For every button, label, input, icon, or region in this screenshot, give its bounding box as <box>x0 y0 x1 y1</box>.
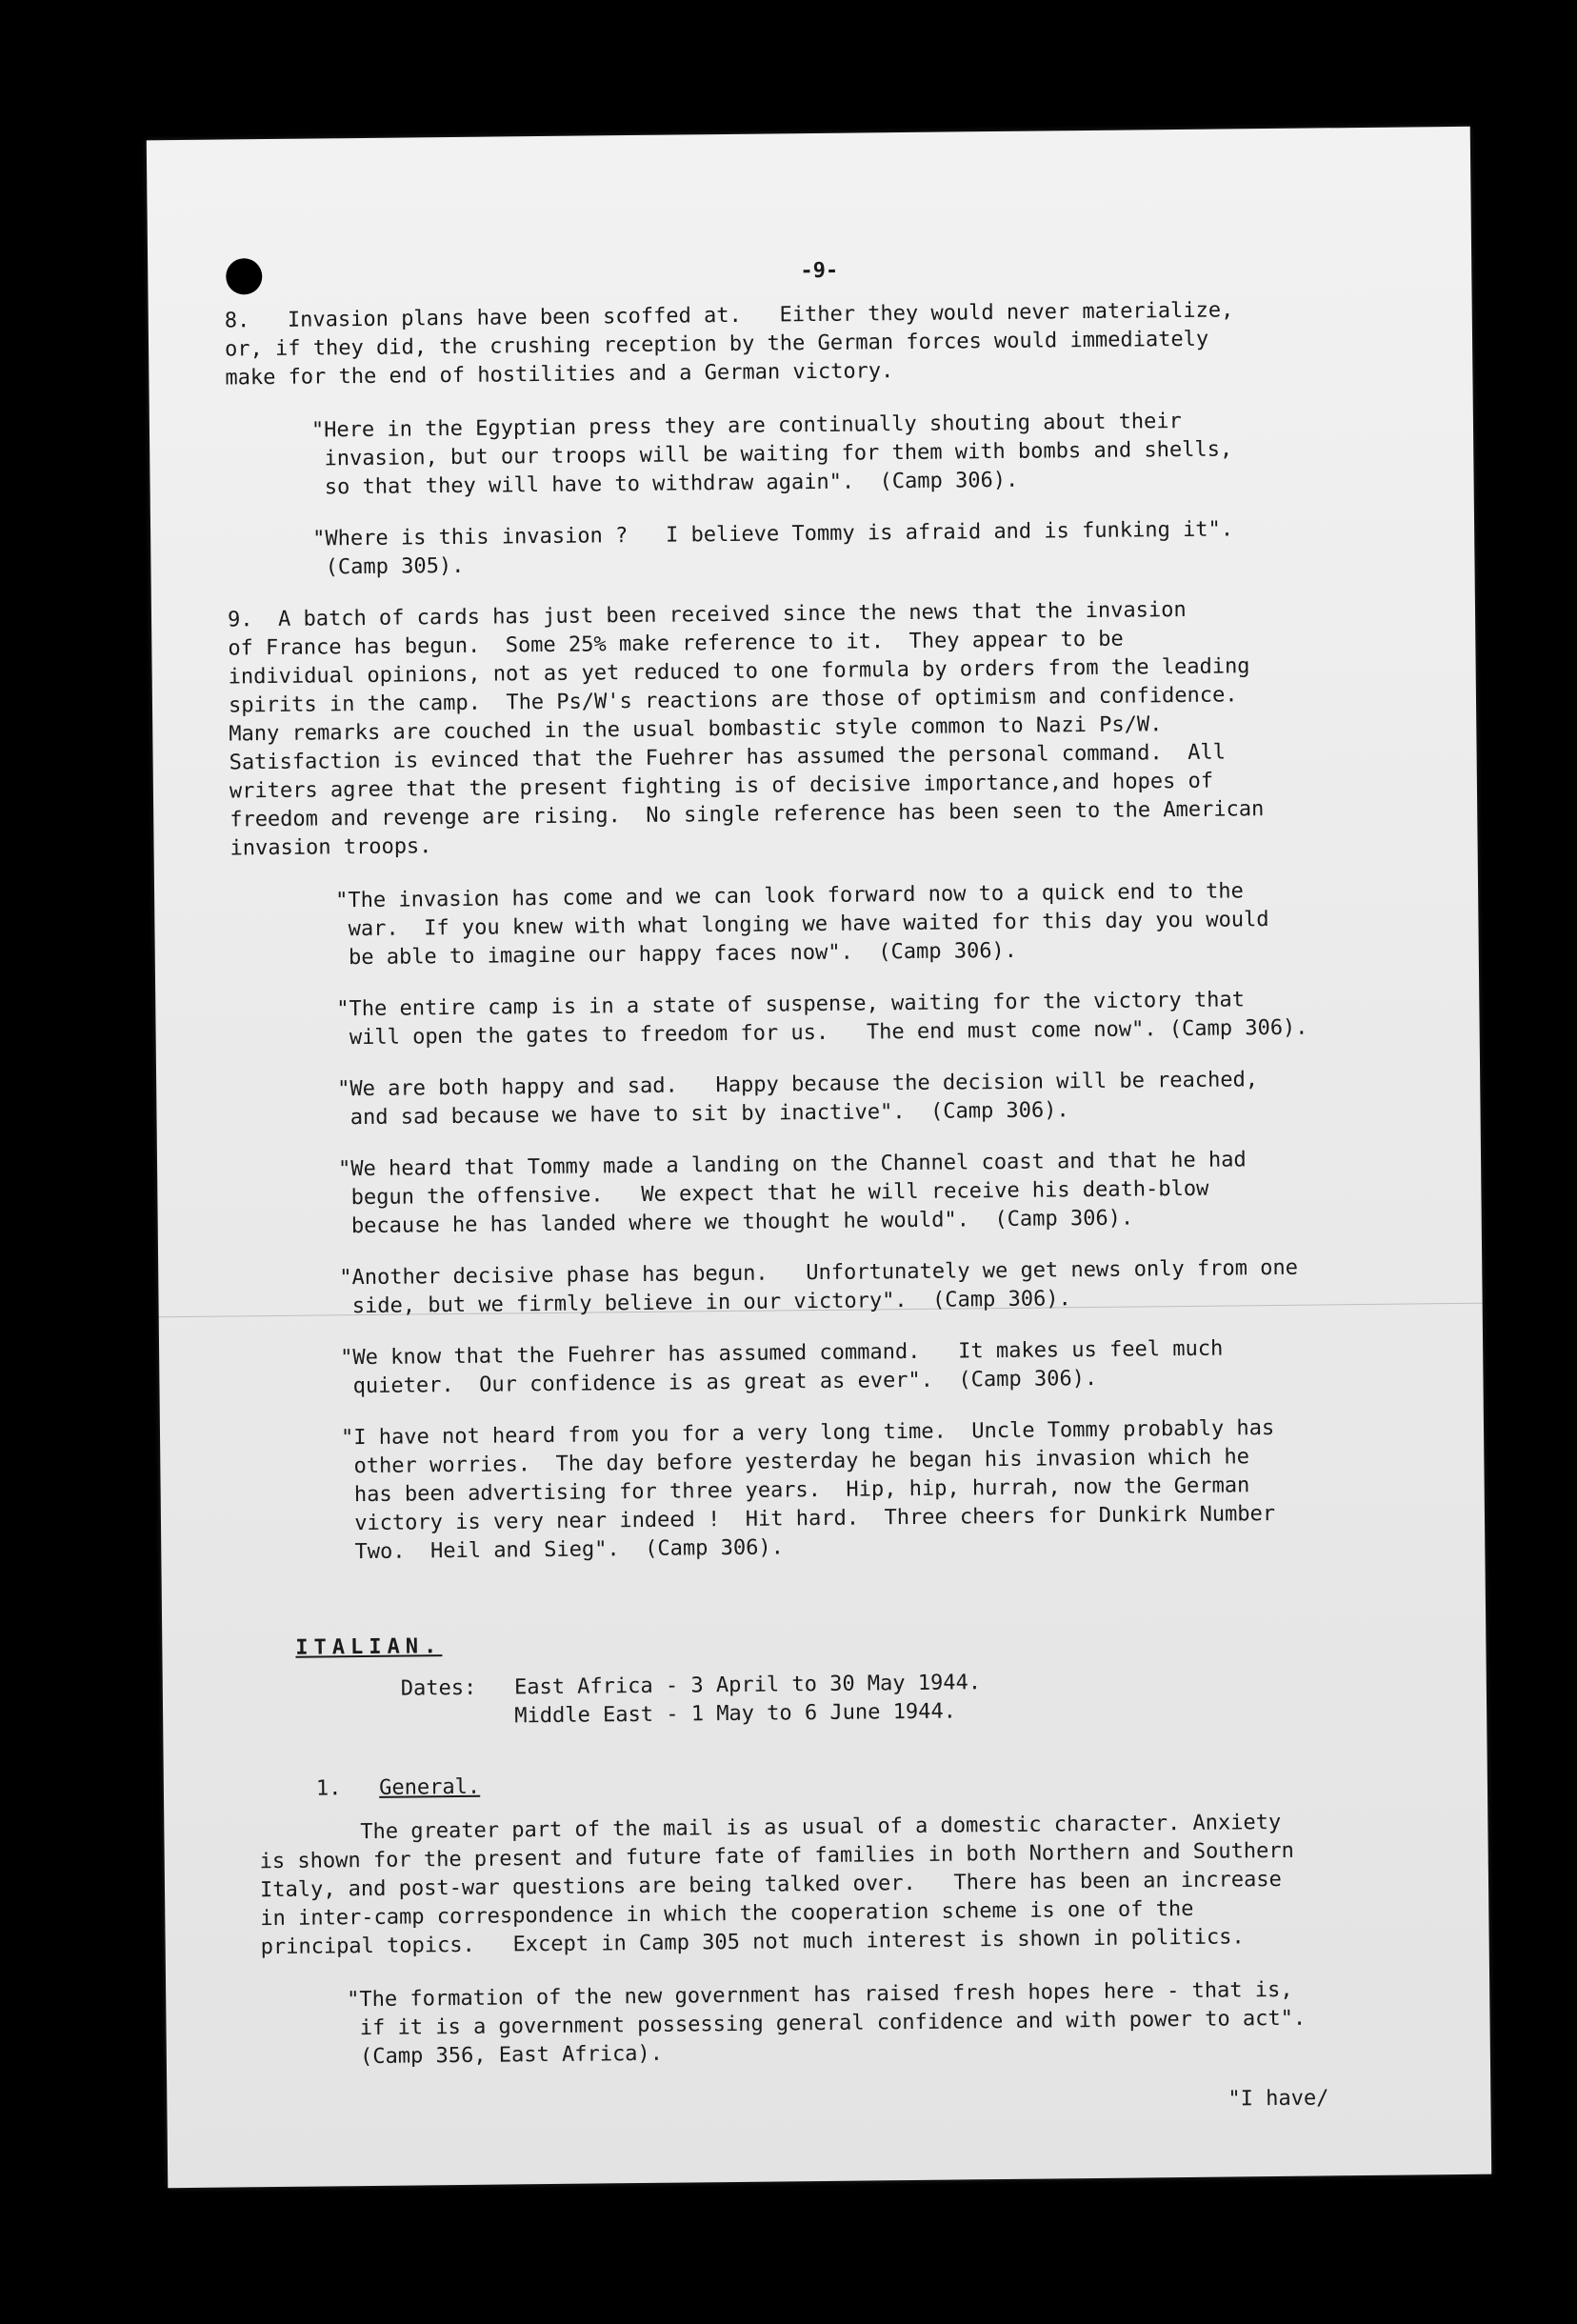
text-line: victory is very near indeed ! Hit hard. Three cheers for Dunkirk Number <box>341 1502 1276 1536</box>
text-line: or, if they did, the crushing reception by the German forces would immediately <box>224 327 1209 362</box>
text-line: "We know that the Fuehrer has assumed command. It makes us feel much <box>340 1336 1224 1371</box>
quote-block <box>335 875 1422 972</box>
text-line: side, but we firmly believe in our victory". (Camp 306). <box>339 1287 1071 1319</box>
text-line: 8. Invasion plans have been scoffed at. Either they would never materialize, <box>224 298 1234 333</box>
text-line: "Here in the Egyptian press they are continually shouting about their <box>310 409 1182 443</box>
text-line: make for the end of hostilities and a German victory. <box>225 359 894 391</box>
quote-block <box>312 513 1418 582</box>
text-line: other worries. The day before yesterday he began his invasion which he <box>341 1445 1250 1479</box>
quote-block <box>339 1252 1426 1321</box>
text-line: Satisfaction is evinced that the Fuehrer has assumed the personal command. All <box>229 740 1227 775</box>
text-line: war. If you knew with what longing we have waited for this day you would <box>335 908 1269 942</box>
text-line: Two. Heil and Sieg". (Camp 306). <box>342 1535 785 1565</box>
text-line: Italy, and post-war questions are being talked over. There has been an increase <box>259 1867 1282 1903</box>
text-line: Many remarks are couched in the usual bombastic style common to Nazi Ps/W. <box>229 712 1163 747</box>
text-line: will open the gates to freedom for us. The end must come now". (Camp 306). <box>336 1015 1308 1051</box>
text-line: if it is a government possessing general confidence and with power to act". <box>347 2006 1307 2041</box>
subheading-label: General. <box>379 1774 481 1800</box>
text-line: spirits in the camp. The Ps/W's reactions are those of optimism and confidence. <box>228 683 1238 718</box>
text-line: be able to imagine our happy faces now". (Camp 306). <box>335 938 1018 971</box>
quote-block <box>338 1144 1425 1241</box>
paragraph-8 <box>225 294 1416 392</box>
quote-block <box>311 405 1417 502</box>
text-line: individual opinions, not as yet reduced to one formula by orders from the leading <box>228 654 1250 690</box>
text-line: principal topics. Except in Camp 305 not much interest is shown in politics. <box>260 1925 1245 1960</box>
text-line: quieter. Our confidence is as great as ever". (Camp 306). <box>340 1366 1098 1399</box>
page-number: -9- <box>800 258 839 284</box>
document-page <box>147 127 1491 2188</box>
text-line: because he has landed where we thought he would". (Camp 306). <box>338 1206 1134 1239</box>
quote-block <box>336 984 1423 1052</box>
text-line: "The entire camp is in a state of suspense, waiting for the victory that <box>336 988 1246 1022</box>
paragraph-9 <box>228 593 1421 863</box>
text-line: and sad because we have to sit by inactive". (Camp 306). <box>337 1098 1069 1131</box>
dates-block <box>401 1664 1430 1732</box>
text-line: (Camp 305). <box>312 553 465 580</box>
quote-block <box>347 1974 1433 2072</box>
text-line: writers agree that the present fighting is of decisive importance,and hopes of <box>229 769 1214 804</box>
text-line: invasion troops. <box>230 834 432 861</box>
text-line: The greater part of the mail is as usual of a domestic character. Anxiety <box>259 1810 1282 1846</box>
text-line: Dates: East Africa - 3 April to 30 May 1944. <box>400 1671 982 1701</box>
section-heading-italian: ITALIAN. <box>295 1634 443 1660</box>
text-line: has been advertising for three years. Hip, hip, hurrah, now the German <box>341 1473 1250 1508</box>
text-line: "I have not heard from you for a very long time. Uncle Tommy probably has <box>340 1416 1275 1451</box>
quote-block <box>341 1412 1428 1567</box>
text-line: freedom and revenge are rising. No single reference has been seen to the American <box>230 797 1265 832</box>
text-line: Middle East - 1 May to 6 June 1944. <box>401 1699 957 1730</box>
text-line: "Another decisive phase has begun. Unfortunately we get news only from one <box>339 1255 1299 1291</box>
subheading-general <box>316 1763 1430 1803</box>
text-line: (Camp 356, East Africa). <box>347 2041 664 2070</box>
general-paragraph <box>259 1807 1432 1962</box>
text-line: "The formation of the new government has raised fresh hopes here - that is, <box>347 1977 1293 2013</box>
text-line: "We heard that Tommy made a landing on the Channel coast and that he had <box>337 1148 1247 1182</box>
text-line: invasion, but our troops will be waiting for them with bombs and shells, <box>311 437 1233 471</box>
quote-block <box>340 1332 1427 1401</box>
text-line: 9. A batch of cards has just been received since the news that the invasion <box>227 597 1187 632</box>
quote-block <box>337 1064 1424 1132</box>
text-line: is shown for the present and future fate of families in both Northern and Southern <box>259 1838 1294 1874</box>
text-line: of France has begun. Some 25% make reference to it. They appear to be <box>228 627 1124 661</box>
subheading-number: 1. <box>315 1776 342 1801</box>
text-line: in inter-camp correspondence in which the cooperation scheme is one of the <box>260 1896 1194 1932</box>
text-line: "Where is this invasion ? I believe Tommy is afraid and is funking it". <box>312 517 1234 551</box>
text-line: begun the offensive. We expect that he will receive his death-blow <box>338 1176 1209 1211</box>
text-line: so that they will have to withdraw again". (Camp 306). <box>311 468 1019 500</box>
text-line: "We are both happy and sad. Happy because the decision will be reached, <box>337 1068 1259 1102</box>
text-line: "The invasion has come and we can look forward now to a quick end to the <box>335 879 1244 913</box>
document-body <box>224 250 1433 2124</box>
catchword: "I have/ <box>1228 2086 1329 2112</box>
